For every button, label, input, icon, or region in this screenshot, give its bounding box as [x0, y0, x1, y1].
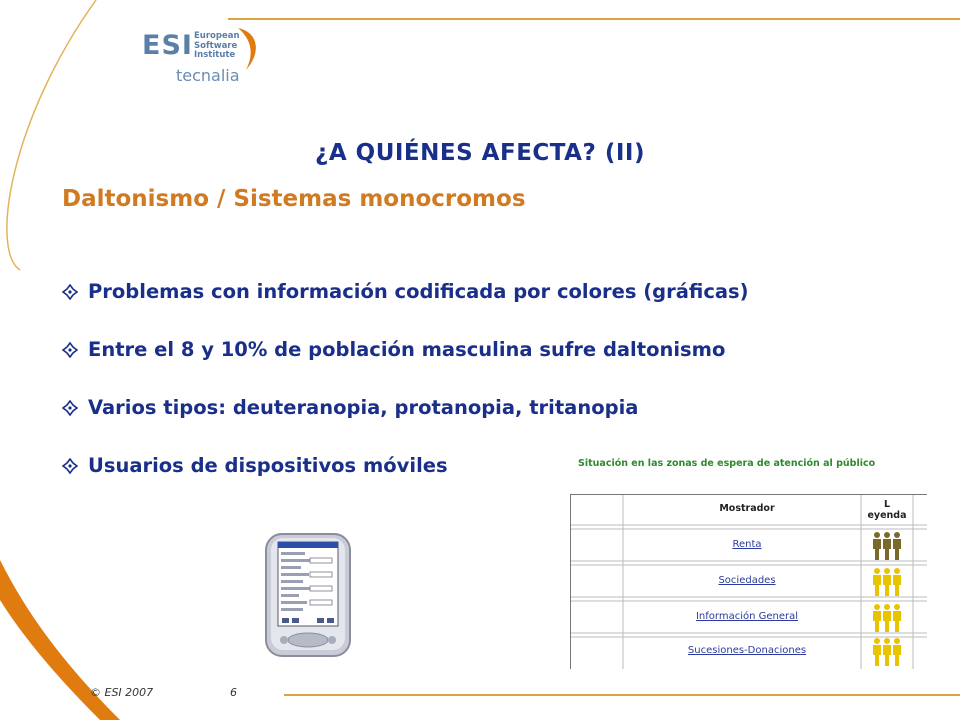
header-leyenda: L eyenda: [867, 499, 907, 521]
esi-tecnalia-logo: [142, 26, 272, 86]
waiting-status-panel: [570, 494, 927, 669]
footer-copyright: © ESI 2007: [90, 686, 154, 699]
counter-link-renta[interactable]: Renta: [732, 539, 762, 550]
counter-link-informacion-general[interactable]: Información General: [695, 611, 799, 622]
diamond-bullet-icon: [62, 400, 78, 416]
diamond-bullet-icon: [62, 458, 78, 474]
counter-link-sociedades[interactable]: Sociedades: [718, 575, 776, 586]
bottom-rule: [284, 694, 960, 696]
top-rule: [228, 18, 960, 20]
bullet-text: Varios tipos: deuteranopia, protanopia, tritanopia: [88, 396, 639, 419]
slide-subtitle: Daltonismo / Sistemas monocromos: [62, 186, 526, 212]
people-icon: [873, 603, 901, 633]
bullet-text: Usuarios de dispositivos móviles: [88, 454, 448, 477]
header-mostrador: Mostrador: [719, 503, 775, 514]
waiting-panel-title: Situación en las zonas de espera de atención al público: [578, 458, 876, 469]
logo-tecnalia: tecnalia: [176, 66, 240, 85]
page-number: 6: [230, 686, 237, 699]
bullet-text: Entre el 8 y 10% de población masculina sufre daltonismo: [88, 338, 726, 361]
bullet-item: [62, 396, 749, 454]
bullet-text: Problemas con información codificada por colores (gráficas): [88, 280, 749, 303]
logo-institute-name: European Software Institute: [194, 31, 240, 60]
people-icon: [873, 567, 901, 597]
pda-device-image: [262, 532, 358, 662]
diamond-bullet-icon: [62, 342, 78, 358]
slide-title: ¿A QUIÉNES AFECTA? (II): [315, 140, 645, 166]
diamond-bullet-icon: [62, 284, 78, 300]
counter-link-sucesiones-donaciones[interactable]: Sucesiones-Donaciones: [687, 645, 807, 656]
people-icon: [873, 637, 901, 667]
bullet-list: [62, 280, 749, 512]
bullet-item: [62, 338, 749, 396]
people-icon: [873, 531, 901, 561]
logo-brand: ESI: [142, 30, 193, 61]
bullet-item: [62, 280, 749, 338]
